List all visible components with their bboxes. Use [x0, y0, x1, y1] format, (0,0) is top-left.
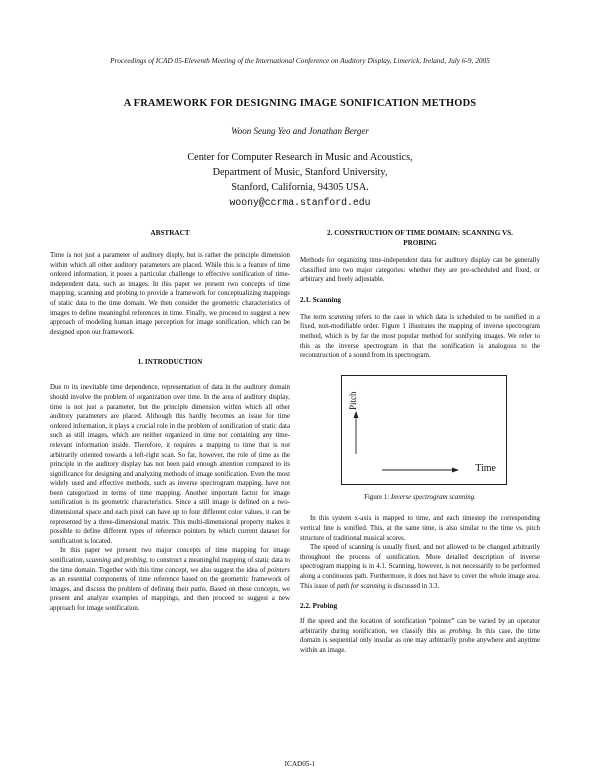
abstract-text: Time is not just a parameter of auditory disply, but is rather the principle dimension within which all other auditory parameters are placed. While this is a feature of time ordered information, it poses a particular challenge to effective sonification of time-independent data, such as images. In this paper we present two concepts of time mapping, scanning and probing to provide a framework for conceptualizing mappings of static data to the time domain. We then consider the geometric characteristics of images to define meaningful references in time. Finally, we proceed to suggest a new approach of modeling human image perception for image sonification, which can be designed upon our framework.: [50, 252, 290, 336]
scanning-heading: 2.1. Scanning: [300, 295, 341, 304]
page-footer: ICAD05-1: [284, 760, 316, 768]
right-column: [300, 228, 540, 655]
author-email[interactable]: woony@ccrma.stanford.edu: [229, 197, 371, 208]
paper-authors: Woon Seung Yeo and Jonathan Berger: [231, 126, 369, 136]
introduction-heading: 1. INTRODUCTION: [137, 358, 203, 367]
figure-1-inverse-spectrogram: [341, 375, 507, 485]
affiliation-line-1: Center for Computer Research in Music and Acoustics,: [187, 152, 413, 163]
left-column: [50, 228, 290, 614]
section-2-heading-line-1: 2. CONSTRUCTION OF TIME DOMAIN: SCANNING VS.: [327, 229, 513, 237]
affiliation-block: [40, 150, 560, 210]
probing-paragraph: If the speed and the location of sonification “pointer” can be varied by an operator arbitrarily during sonification, we classify this as probing. In this case, the time domain is sequential only insofar as one may arbitrarily probe anywhere and anytime within an image.: [300, 618, 541, 654]
time-axis-label: Time: [475, 462, 496, 474]
paper-title: A FRAMEWORK FOR DESIGNING IMAGE SONIFICATION METHODS: [123, 98, 477, 109]
introduction-paragraph-2: In this paper we present two major concepts of time mapping for image sonification, scanning and probing, to construct a meaningful mapping of static data to the time domain. Together with this time concept, we also suggest the idea of pointers as an essential components of time reference based on the geometric framework of images, and discuss the problem of defining their paths. Based on these concepts, we present and analyze examples of mappings, and then proceed to suggest a new approach for image sonification.: [50, 547, 290, 612]
scanning-paragraph-3: The speed of scanning is usually fixed, and not allowed to be changed arbitrarily throughout the process of sonification. More detailed description of inverse spectrogram mapping is in 4.1. Scanning, however, is not necessarily to be performed along a continuous path. Furthermore, it does not have to cover the whole image area. This issue of path for scanning is discussed in 3.3.: [300, 544, 540, 590]
proceedings-header: Proceedings of ICAD 05-Eleventh Meeting of the International Conference on Auditory Display, Limerick, Ireland, July 6-9, 2005: [110, 56, 490, 65]
scanning-paragraph-2: In this system x-axis is mapped to time, and each timestep the corresponding vertical line is sonified. This, at the same time, is also similar to the time vs. pitch structure of traditional musical scores.: [300, 515, 540, 542]
introduction-paragraph-1: Due to its inevitable time dependence, representation of data in the auditory domain should involve the problem of organization over time. In the area of auditory display, time is not just a parameter, but the principle dimension within which all other auditory parameters are placed. Although this hardly becomes an issue for time ordered information, it plays a crucial role in the problem of sonification of static data such as still images, which are neither organized in time nor containing any time-relevant information inside. Therefore, it requires a mapping to time that is not arbitrarily oriented towards a left-right scan. So far, however, the role of time as the principle in the auditory display has not been paid enough attention compared to its significance for designing and analyzing methods of image sonification. Even the most widely used and effective methods, such as inverse spectrogram mapping, have not been categorized in terms of time mapping. Another important factor for image sonification is its geometric characteristics. Since a still image is defined on a two-dimensional space and each pixel can have up to four different color values, it can be represented by a three-dimensional matrix. This multi-dimensional property makes it possible to define different types of reference pointers by which current dataset for sonification is located.: [50, 384, 290, 545]
section-2-paragraph: Methods for organizing time-independent data for auditory display can be generally classified into two major categories: whether they are pre-scheduled and fixed, or arbitrary and freely adjustable.: [300, 257, 540, 284]
pitch-axis-label: Pitch: [348, 391, 358, 410]
probing-heading: 2.2. Probing: [300, 602, 338, 611]
section-2-heading-line-2: PROBING: [403, 239, 437, 247]
abstract-heading: ABSTRACT: [150, 229, 190, 237]
affiliation-line-3: Stanford, California, 94305 USA.: [231, 182, 369, 193]
time-arrowhead-icon: [452, 467, 459, 472]
section-2-heading: [300, 228, 540, 248]
affiliation-line-2: Department of Music, Stanford University,: [212, 167, 388, 178]
figure-1-caption: Figure 1: Inverse spectrogram scanning.: [364, 493, 476, 501]
scanning-paragraph-1: The term scanning refers to the case in which data is scheduled to be sonified in a fixed, non-modifiable order. Figure 1 illustrates the mapping of inverse spectrogram method, which is by far the most popular method for sonifying images. We refer to this as the inverse spectrogram in that the sonification is analogous to the reconstruction of a sound from its spectrogram.: [300, 313, 540, 360]
pitch-arrowhead-icon: [354, 411, 359, 418]
